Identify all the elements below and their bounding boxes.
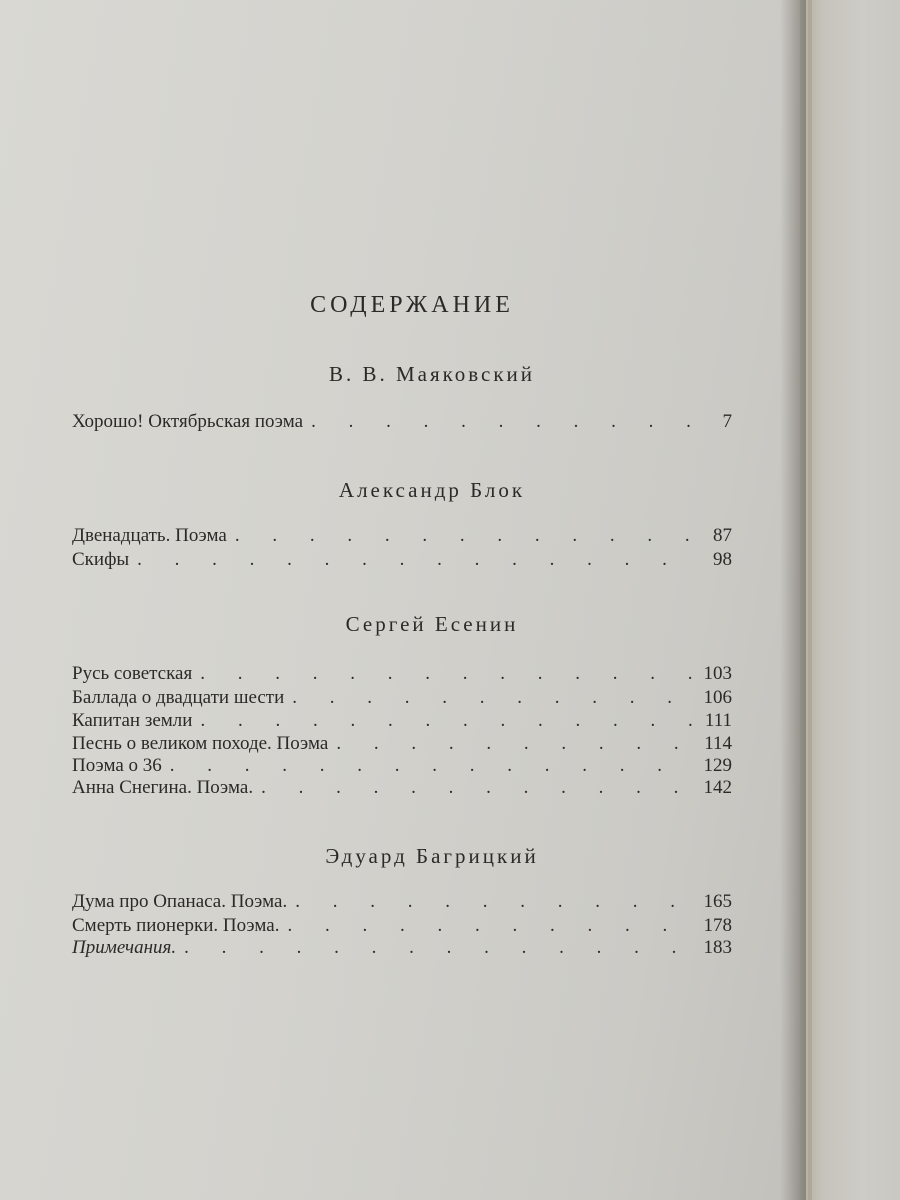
dot-leader bbox=[192, 662, 696, 686]
entry-title: Поэма о 36 bbox=[72, 755, 162, 776]
entry-page-number: 165 bbox=[703, 891, 732, 912]
dot-leader bbox=[192, 709, 696, 733]
entry-page-number: 7 bbox=[722, 411, 732, 432]
toc-entry bbox=[72, 890, 732, 914]
entry-page-number: 142 bbox=[703, 777, 732, 798]
author-heading: Сергей Есенин bbox=[345, 612, 519, 636]
dot-leader bbox=[227, 524, 696, 548]
entry-title: Скифы bbox=[72, 549, 130, 570]
entry-title: Хорошо! Октябрьская поэма bbox=[72, 411, 304, 432]
dot-leader bbox=[279, 914, 696, 938]
entry-title: Капитан земли bbox=[72, 710, 193, 731]
dot-leader bbox=[176, 936, 696, 960]
toc-entry bbox=[72, 524, 732, 548]
toc-entry bbox=[72, 732, 732, 756]
dot-leader bbox=[162, 754, 696, 778]
author-heading: Александр Блок bbox=[338, 478, 526, 502]
toc-entry bbox=[72, 686, 732, 710]
toc-entry bbox=[72, 936, 732, 960]
entry-title: Смерть пионерки. Поэма. bbox=[72, 915, 280, 936]
entry-title: Русь советская bbox=[72, 663, 193, 684]
dot-leader bbox=[284, 686, 696, 710]
entry-page-number: 111 bbox=[704, 710, 732, 731]
toc-title: СОДЕРЖАНИЕ bbox=[310, 292, 514, 318]
toc-entry bbox=[72, 548, 732, 572]
author-heading: В. В. Маяковский bbox=[328, 362, 536, 386]
page-edge-line bbox=[808, 0, 812, 1200]
entry-title: Баллада о двадцати шести bbox=[72, 687, 285, 708]
author-heading: Эдуард Багрицкий bbox=[325, 844, 539, 868]
entry-page-number: 129 bbox=[703, 755, 732, 776]
toc-entry bbox=[72, 776, 732, 800]
entry-page-number: 103 bbox=[703, 663, 732, 684]
dot-leader bbox=[328, 732, 696, 756]
entry-title: Двенадцать. Поэма bbox=[72, 525, 227, 546]
dot-leader bbox=[253, 776, 696, 800]
toc-entry bbox=[72, 662, 732, 686]
toc-entry bbox=[72, 709, 732, 733]
entry-title: Анна Снегина. Поэма. bbox=[72, 777, 254, 798]
entry-page-number: 98 bbox=[713, 549, 732, 570]
entry-page-number: 106 bbox=[703, 687, 732, 708]
entry-page-number: 87 bbox=[713, 525, 732, 546]
entry-title: Песнь о великом походе. Поэма bbox=[72, 733, 329, 754]
entry-page-number: 178 bbox=[703, 915, 732, 936]
page-gutter-shadow bbox=[780, 0, 808, 1200]
entry-title: Примечания. bbox=[72, 937, 177, 958]
dot-leader bbox=[129, 548, 696, 572]
dot-leader bbox=[287, 890, 696, 914]
dot-leader bbox=[303, 410, 696, 434]
toc-entry bbox=[72, 914, 732, 938]
next-page-edge bbox=[806, 0, 900, 1200]
entry-page-number: 114 bbox=[704, 733, 732, 754]
toc-entry bbox=[72, 410, 732, 434]
entry-page-number: 183 bbox=[703, 937, 732, 958]
entry-title: Дума про Опанаса. Поэма. bbox=[72, 891, 288, 912]
toc-entry bbox=[72, 754, 732, 778]
